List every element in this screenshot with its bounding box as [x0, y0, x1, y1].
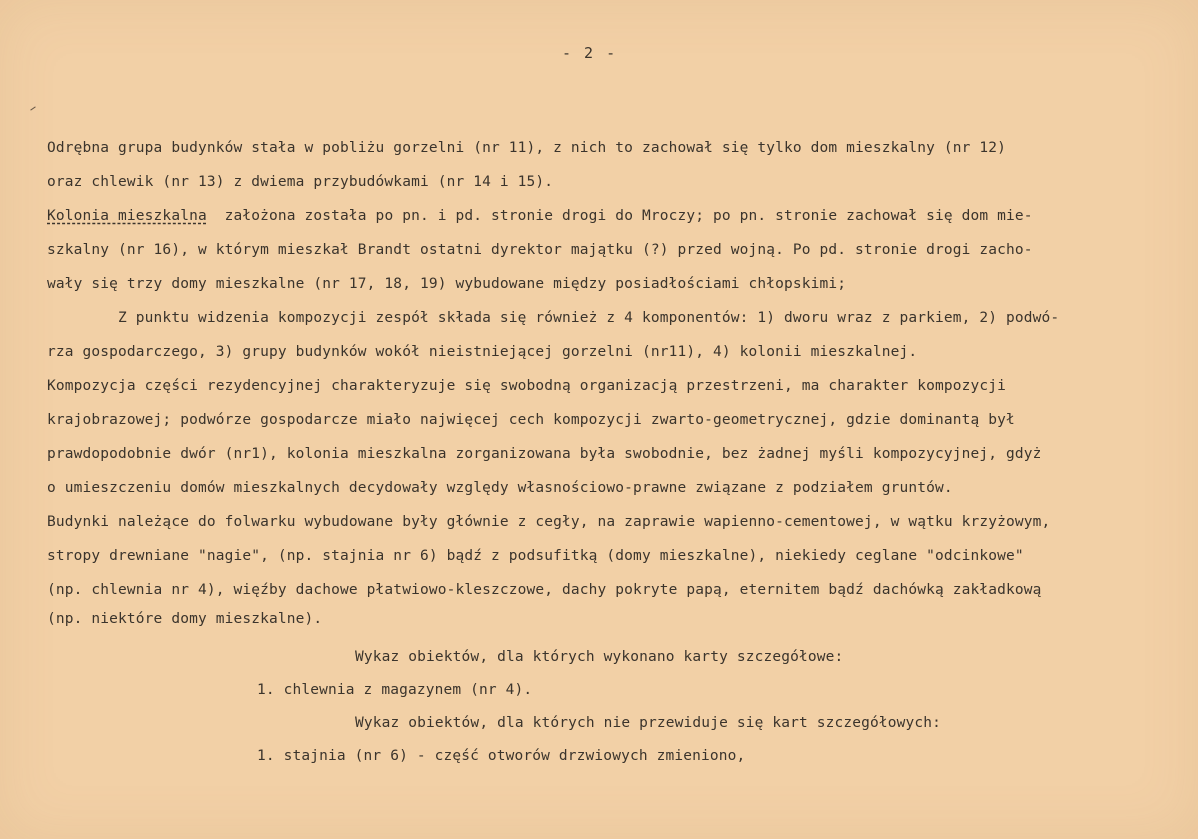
- paragraph3-line4: krajobrazowej; podwórze gospodarcze miało najwięcej cech kompozycji zwarto-geometrycznej, gdzie dominantą był: [47, 412, 1015, 428]
- paragraph2-line1-rest: założona została po pn. i pd. stronie drogi do Mroczy; po pn. stronie zachował się dom mie-: [206, 208, 1033, 224]
- paragraph4-line4: (np. niektóre domy mieszkalne).: [47, 611, 323, 627]
- paragraph3-line6: o umieszczeniu domów mieszkalnych decydowały względy własnościowo-prawne związane z podziałem gruntów.: [47, 480, 953, 496]
- paragraph3-line2: rza gospodarczego, 3) grupy budynków wokół nieistniejącej gorzelni (nr11), 4) kolonii mieszkalnej.: [47, 344, 918, 360]
- paragraph1-line1: Odrębna grupa budynków stała w pobliżu gorzelni (nr 11), z nich to zachował się tylko dom mieszkalny (nr 12): [47, 140, 1007, 156]
- paragraph2-line2: szkalny (nr 16), w którym mieszkał Brandt ostatni dyrektor majątku (?) przed wojną. Po pd. stronie drogi zacho-: [47, 242, 1033, 258]
- page-number: - 2 -: [562, 44, 618, 62]
- paragraph4-line3: (np. chlewnia nr 4), więźby dachowe płatwiowo-kleszczowe, dachy pokryte papą, eternitem bądź dachówką zakładkową: [47, 582, 1042, 598]
- paragraph3-line3: Kompozycja części rezydencyjnej charakteryzuje się swobodną organizacją przestrzeni, ma charakter kompozycji: [47, 378, 1007, 394]
- paragraph2-line1: [47, 207, 1033, 225]
- paragraph4-line1: Budynki należące do folwarku wybudowane były głównie z cegły, na zaprawie wapienno-cementowej, w wątku krzyżowym,: [47, 514, 1051, 530]
- list1-heading: Wykaz obiektów, dla których wykonano karty szczegółowe:: [355, 649, 844, 665]
- list1-item1: 1. chlewnia z magazynem (nr 4).: [257, 682, 533, 698]
- paragraph4-line2: stropy drewniane "nagie", (np. stajnia nr 6) bądź z podsufitką (domy mieszkalne), niekiedy ceglane "odcinkowe": [47, 548, 1024, 564]
- list2-item1: 1. stajnia (nr 6) - część otworów drzwiowych zmieniono,: [257, 748, 746, 764]
- list2-heading: Wykaz obiektów, dla których nie przewiduje się kart szczegółowych:: [355, 715, 942, 731]
- paragraph3-line1: Z punktu widzenia kompozycji zespół składa się również z 4 komponentów: 1) dworu wraz z parkiem, 2) podwó-: [47, 310, 1060, 326]
- paragraph3-line5: prawdopodobnie dwór (nr1), kolonia mieszkalna zorganizowana była swobodnie, bez żadnej myśli kompozycyjnej, gdyż: [47, 446, 1042, 462]
- paragraph2-line3: wały się trzy domy mieszkalne (nr 17, 18, 19) wybudowane między posiadłościami chłopskimi;: [47, 276, 847, 292]
- pencil-mark: [30, 106, 35, 110]
- kolonia-heading: Kolonia mieszkalna: [47, 208, 207, 224]
- paragraph1-line2: oraz chlewik (nr 13) z dwiema przybudówkami (nr 14 i 15).: [47, 174, 554, 190]
